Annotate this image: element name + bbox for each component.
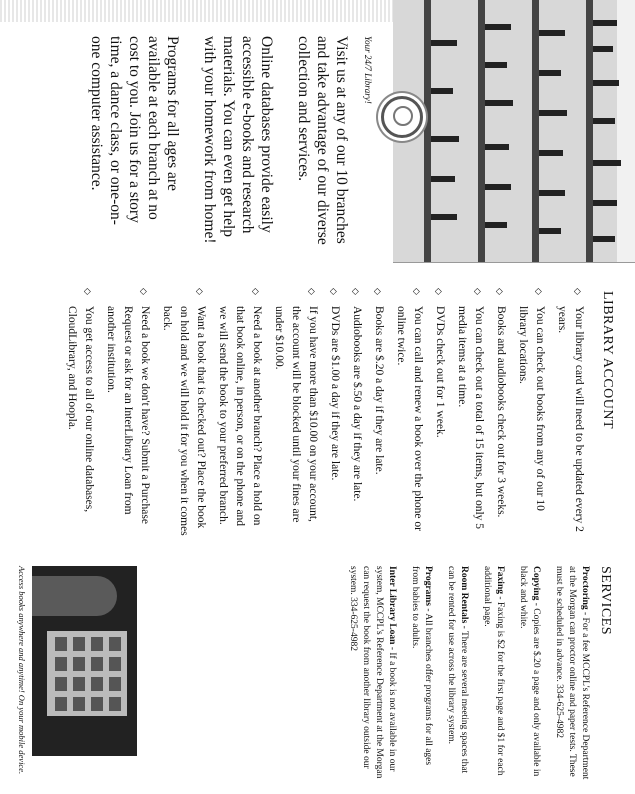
diamond-bullet-icon: ◇ xyxy=(351,288,361,295)
databases-paragraph: Online databases provide easily accessible e-books and research materials. You can even get help with your homework from home! xyxy=(201,36,275,244)
list-item xyxy=(348,286,365,536)
list-item xyxy=(370,286,387,536)
decorative-stripe xyxy=(0,0,393,22)
list-item-text: DVDs are $1.00 a day if they are late. xyxy=(329,306,341,481)
library-account-title: LIBRARY ACCOUNT xyxy=(600,291,615,430)
list-item xyxy=(514,286,548,536)
diamond-bullet-icon: ◇ xyxy=(473,288,483,295)
diamond-bullet-icon: ◇ xyxy=(434,288,444,295)
list-item xyxy=(453,286,487,536)
list-item-text: Books are $.20 a day if they are late. xyxy=(373,306,385,475)
library-account-panel xyxy=(0,286,635,536)
list-item-text: You can check out a total of 15 items, but only 5 media items at a time. xyxy=(456,306,485,530)
list-item xyxy=(553,286,587,536)
service-programs: Programs - All branches offer programs for all ages from babies to adults. xyxy=(410,566,433,766)
diamond-bullet-icon: ◇ xyxy=(412,288,422,295)
services-panel xyxy=(0,558,635,794)
library-account-list xyxy=(58,286,587,536)
list-item-text: Need a book at another branch? Place a hold on that book online, in person, or on the phone and we will send the book to your preferred branch. xyxy=(217,306,263,527)
list-item xyxy=(102,286,153,536)
diamond-bullet-icon: ◇ xyxy=(307,288,317,295)
diamond-bullet-icon: ◇ xyxy=(373,288,383,295)
list-item xyxy=(326,286,343,536)
services-title: SERVICES xyxy=(598,566,613,636)
photo-caption: Access books anywhere and anytime! On your mobile device. xyxy=(17,566,27,775)
programs-paragraph: Programs for all ages are available at each branch at no cost to you. Join us for a story time, a dance class, or one-on-one computer assistance. xyxy=(88,36,181,225)
list-item xyxy=(270,286,321,536)
diamond-bullet-icon: ◇ xyxy=(139,288,149,295)
service-copying: Copying - Copies are $.20 a page and only available in black and white. xyxy=(518,566,541,777)
patron-browsing-photo xyxy=(32,566,137,756)
digital-catalog-screen xyxy=(47,631,127,716)
list-item xyxy=(392,286,426,536)
list-item xyxy=(214,286,265,536)
list-item-text: Books and audiobooks check out for 3 weeks. xyxy=(495,306,507,518)
tagline: Your 24/7 Library! xyxy=(363,36,373,104)
list-item xyxy=(492,286,509,536)
service-proctoring: Proctoring - For a fee MCCPL's Reference Department at the Morgan can proctor online and paper tests. These must be scheduled in advance. 334-625-4982 xyxy=(554,566,590,780)
list-item xyxy=(431,286,448,536)
service-interlibrary-loan: Inter Library Loan - If a book is not available in our system, MCCPL's Reference Department at the Morgan can request the book from another library outside our system. 334-625-4982 xyxy=(348,566,397,779)
list-item xyxy=(63,286,97,536)
diamond-bullet-icon: ◇ xyxy=(83,288,93,295)
branches-paragraph: Visit us at any of our 10 branches and take advantage of our diverse collection and services. xyxy=(295,36,350,245)
diamond-bullet-icon: ◇ xyxy=(495,288,505,295)
list-item-text: Audiobooks are $.50 a day if they are late. xyxy=(351,306,363,502)
left-text-block xyxy=(69,36,373,246)
diamond-bullet-icon: ◇ xyxy=(534,288,544,295)
diamond-bullet-icon: ◇ xyxy=(573,288,583,295)
services-list xyxy=(336,566,591,781)
left-panel xyxy=(0,0,635,262)
library-shelves-photo xyxy=(393,0,635,263)
list-item-text: Need a book we don't have? Submit a Purchase Request or ask for an InterLibrary Loan from another institution. xyxy=(105,306,151,524)
patron-figure xyxy=(32,576,117,616)
library-logo-icon xyxy=(381,96,423,138)
diamond-bullet-icon: ◇ xyxy=(195,288,205,295)
service-faxing: Faxing - Faxing is $2 for the first page and $1 for each additional page. xyxy=(482,566,505,776)
list-item-text: You can call and renew a book over the phone or online twice. xyxy=(395,306,424,531)
list-item-text: Your library card will need to be updated every 2 years. xyxy=(556,306,585,532)
list-item-text: You can check out books from any of our 10 library locations. xyxy=(517,306,546,511)
list-item-text: If you have more than $10.00 on your account, the account will be blocked until your fines are under $10.00. xyxy=(273,306,319,523)
diamond-bullet-icon: ◇ xyxy=(251,288,261,295)
list-item-text: Want a book that is checked out? Place the book on hold and we will hold it for you when it comes back. xyxy=(161,306,207,536)
list-item-text: You get access to all of our online databases, CloudLibrary, and Hoopla. xyxy=(66,306,95,513)
service-room-rentals: Room Rentals - There are several meeting spaces that can be rented for use across the library system. xyxy=(446,566,469,774)
list-item-text: DVDs check out for 1 week. xyxy=(434,306,446,438)
list-item xyxy=(158,286,209,536)
diamond-bullet-icon: ◇ xyxy=(329,288,339,295)
